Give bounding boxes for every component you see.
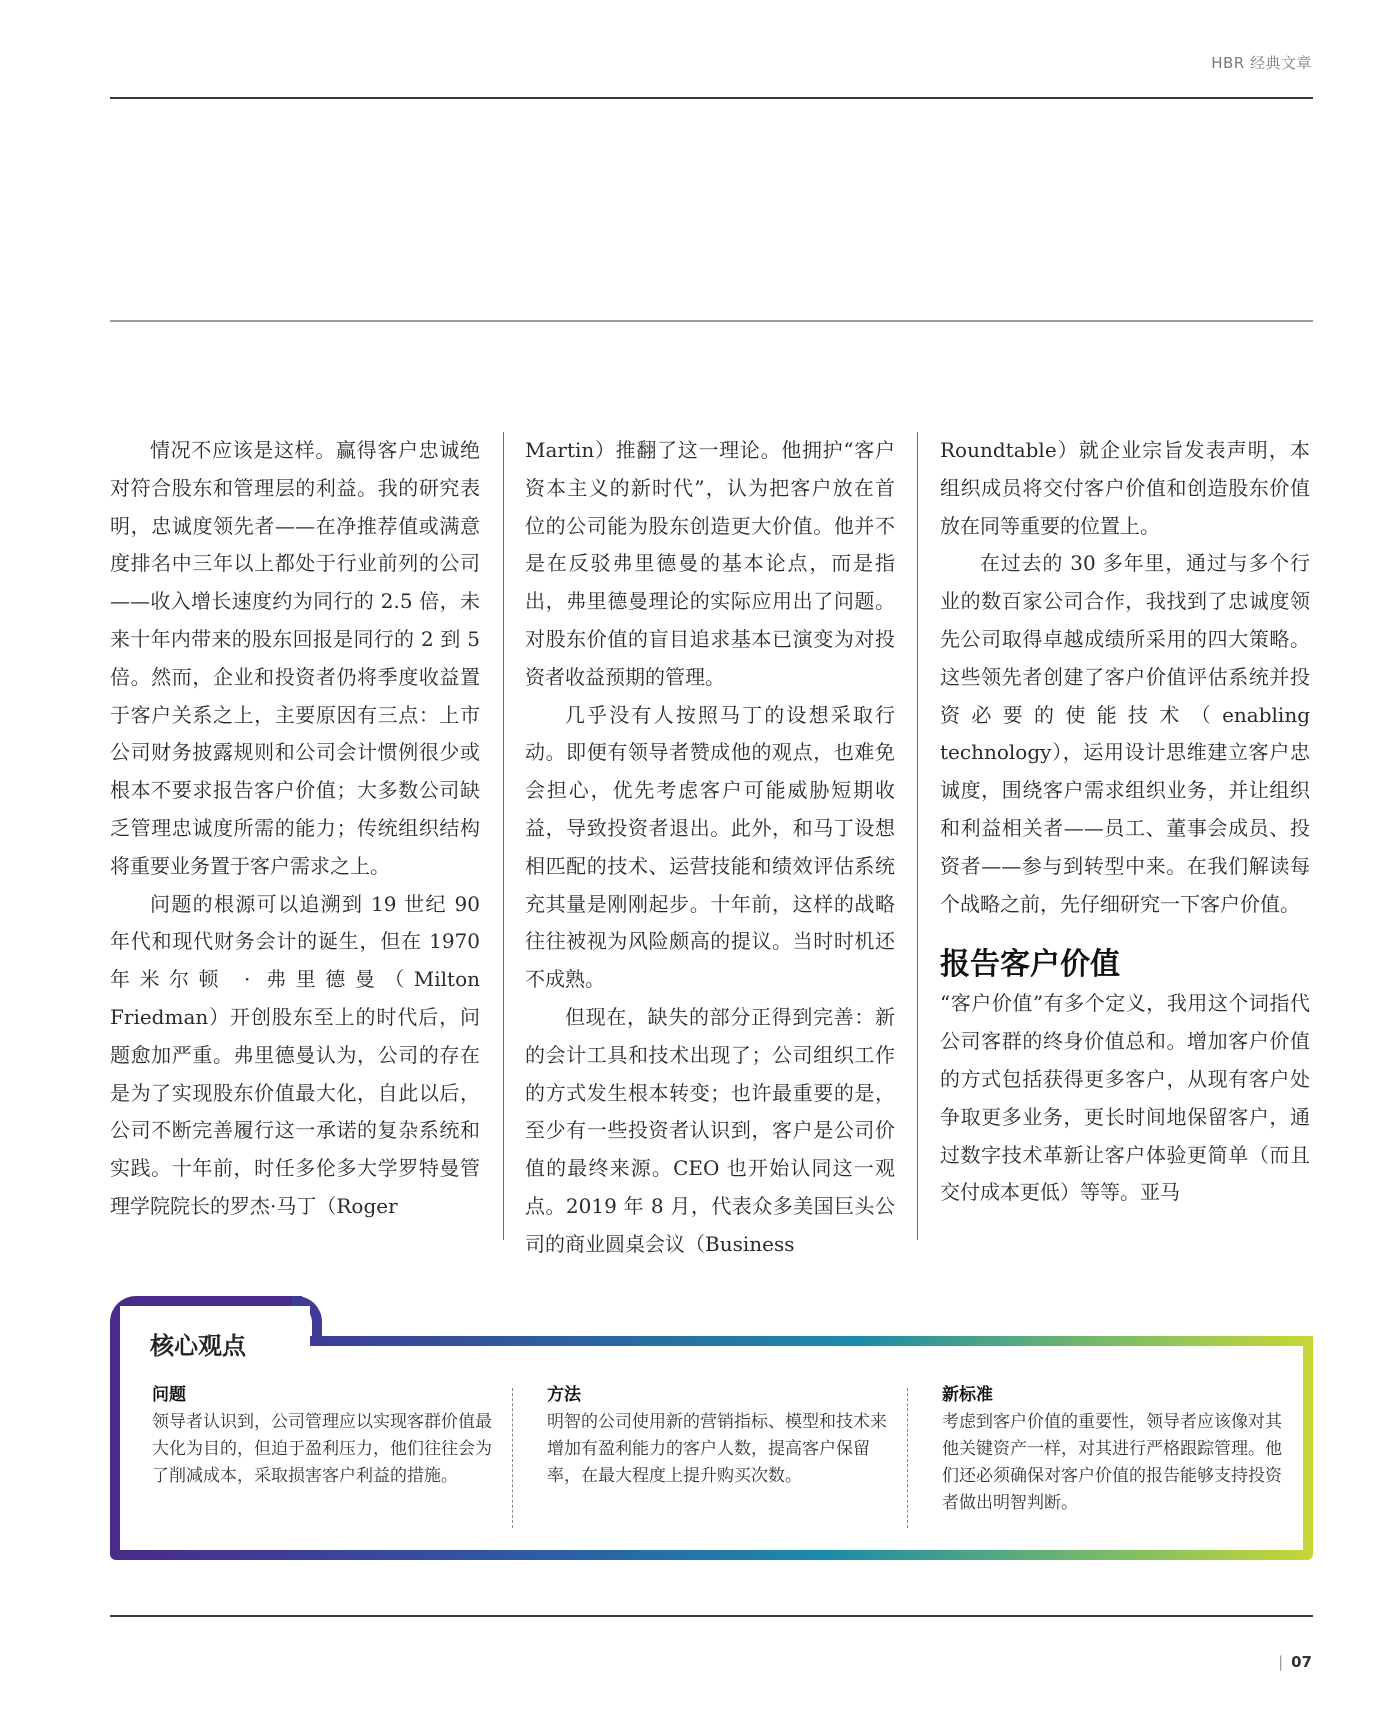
section-label: HBR 经典文章 [1211,54,1312,72]
paragraph: 在过去的 30 多年里，通过与多个行业的数百家公司合作，我找到了忠诚度领先公司取得卓越成绩所采用的四大策略。这些领先者创建了客户价值评估系统并投资必要的使能技术（enabling technology），运用设计思维建立客户忠诚度，围绕客户需求组织业务，并让组织和利益相关者——员工、董事会成员、投资者——参与到转型中来。在我们解读每个战略之前，先仔细研究一下客户价值。 [940,551,1310,916]
key-idea-new-standard [942,1382,1282,1517]
key-idea-text: 明智的公司使用新的营销指标、模型和技术来增加有盈利能力的客户人数，提高客户保留率，在最大程度上提升购买次数。 [547,1412,887,1486]
key-idea-divider [907,1388,908,1528]
paragraph: Martin）推翻了这一理论。他拥护“客户资本主义的新时代”，认为把客户放在首位的公司能为股东创造更大价值。他并不是在反驳弗里德曼的基本论点，而是指出，弗里德曼理论的实际应用出了问题。对股东价值的盲目追求基本已演变为对投资者收益预期的管理。 [525,438,895,689]
key-idea-heading: 方法 [547,1385,581,1405]
key-idea-text: 考虑到客户价值的重要性，领导者应该像对其他关键资产一样，对其进行严格跟踪管理。他们还必须确保对客户价值的报告能够支持投资者做出明智判断。 [942,1412,1282,1513]
page-footer [1278,1653,1312,1671]
page-number: 07 [1291,1653,1312,1671]
middle-rule [110,320,1313,322]
key-ideas-top-bar [310,1336,1313,1346]
key-ideas-box [110,1296,1313,1560]
key-idea-heading: 问题 [152,1385,186,1405]
key-idea-problem [152,1382,492,1490]
top-rule [110,97,1313,99]
column-divider [503,432,504,1240]
paragraph: 情况不应该是这样。赢得客户忠诚绝对符合股东和管理层的利益。我的研究表明，忠诚度领先者——在净推荐值或满意度排名中三年以上都处于行业前列的公司——收入增长速度约为同行的 2.5 倍，未来十年内带来的股东回报是同行的 2 到 5 倍。然而，企业和投资者仍将季度收益置于客户关系之上，主要原因有三点：上市公司财务披露规则和公司会计惯例很少或根本不要求报告客户价值；大多数公司缺乏管理忠诚度所需的能力；传统组织结构将重要业务置于客户需求之上。 [110,438,480,878]
key-idea-text: 领导者认识到，公司管理应以实现客群价值最大化为目的，但迫于盈利压力，他们往往会为了削减成本，采取损害客户利益的措施。 [152,1412,492,1486]
paragraph: 但现在，缺失的部分正得到完善：新的会计工具和技术出现了；公司组织工作的方式发生根本转变；也许最重要的是，至少有一些投资者认识到，客户是公司价值的最终来源。CEO 也开始认同这一观点。2019 年 8 月，代表众多美国巨头公司的商业圆桌会议（Business [525,1004,895,1256]
section-heading: 报告客户价值 [940,947,1120,983]
paragraph: “客户价值”有多个定义，我用这个词指代公司客群的终身价值总和。增加客户价值的方式包括获得更多客户，从现有客户处争取更多业务，更长时间地保留客户，通过数字技术革新让客户体验更简单（而且交付成本更低）等等。亚马 [940,991,1310,1205]
column-2 [525,432,895,1264]
paragraph: 几乎没有人按照马丁的设想采取行动。即便有领导者赞成他的观点，也难免会担心，优先考虑客户可能威胁短期收益，导致投资者退出。此外，和马丁设想相匹配的技术、运营技能和绩效评估系统充其量是刚刚起步。十年前，这样的战略往往被视为风险颇高的提议。当时时机还不成熟。 [525,702,895,992]
key-ideas-title: 核心观点 [150,1332,246,1360]
key-idea-divider [512,1388,513,1528]
paragraph: 问题的根源可以追溯到 19 世纪 90 年代和现代财务会计的诞生，但在 1970 年米尔顿 · 弗里德曼（Milton Friedman）开创股东至上的时代后，问题愈加严重。弗里德曼认为，公司的存在是为了实现股东价值最大化，自此以后，公司不断完善履行这一承诺的复杂系统和实践。十年前，时任多伦多大学罗特曼管理学院院长的罗杰·马丁（Roger [110,891,480,1218]
bottom-rule [110,1615,1313,1617]
key-idea-heading: 新标准 [942,1385,993,1405]
column-3 [940,432,1310,1212]
column-divider [917,432,918,1240]
paragraph: Roundtable）就企业宗旨发表声明，本组织成员将交付客户价值和创造股东价值放在同等重要的位置上。 [940,438,1310,538]
footer-separator: | [1278,1653,1284,1671]
column-1 [110,432,480,1226]
key-idea-method [547,1382,887,1490]
article-columns [110,432,1315,1256]
